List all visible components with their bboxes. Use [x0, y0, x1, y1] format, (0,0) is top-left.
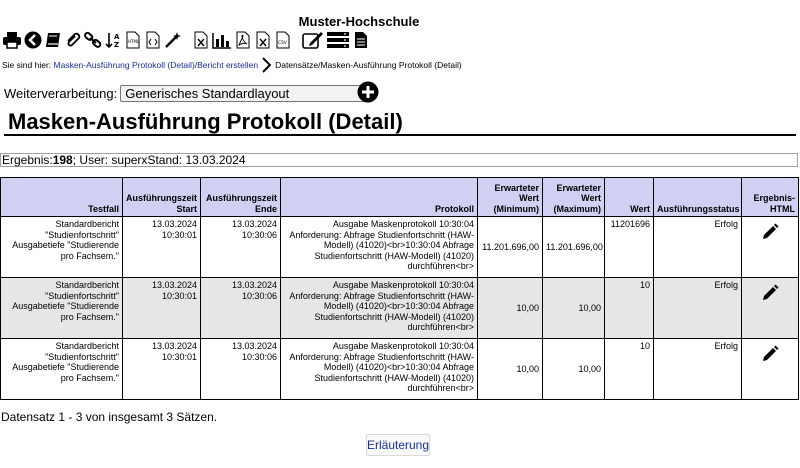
column-header[interactable]: Ausführungsstatus [654, 178, 742, 217]
chart-icon[interactable] [212, 30, 232, 50]
breadcrumb-link[interactable]: Masken-Ausführung Protokoll (Detail)/Bericht erstellen [53, 60, 259, 70]
wert-cell: 10 [605, 278, 654, 339]
end-time: 10:30:06 [241, 229, 277, 240]
pdf-icon[interactable] [234, 30, 252, 50]
breadcrumb-prefix: Sie sind hier: [2, 60, 52, 70]
record-count: Datensatz 1 - 3 von insgesamt 3 Sätzen. [1, 410, 218, 424]
layout-select[interactable] [120, 85, 372, 102]
column-header[interactable]: Wert [605, 178, 654, 217]
status-cell: Erfolg [654, 217, 742, 278]
pencil-icon[interactable] [761, 223, 779, 244]
column-header[interactable]: Ergebnis-HTML [742, 178, 799, 217]
protokoll-cell: Ausgabe Maskenprotokoll 10:30:04 Anforderung: Abfrage Studienfortschritt (HAW-Modell) (41020)<br>10:30:04 Abfrage Studienfortschritt (HAW-Modell) (41020) durchführen<br> [281, 278, 478, 339]
min-cell: 10,00 [478, 278, 543, 339]
institution-name: Muster-Hochschule [298, 14, 420, 29]
server-icon[interactable] [326, 30, 350, 50]
pencil-icon[interactable] [761, 345, 779, 366]
result-html-cell [742, 217, 799, 278]
back-icon[interactable] [24, 30, 42, 50]
add-circle-icon[interactable] [357, 81, 379, 103]
min-cell: 11.201.696,00 [478, 217, 543, 278]
xml-export-icon[interactable] [144, 30, 162, 50]
further-processing-label: Weiterverarbeitung: [4, 85, 118, 101]
start-time: 10:30:01 [161, 229, 197, 240]
result-summary [0, 153, 798, 167]
result-html-cell [742, 339, 799, 400]
csv-label: CSV [278, 41, 287, 46]
min-cell: 10,00 [478, 339, 543, 400]
end-time: 10:30:06 [241, 351, 277, 362]
status-cell: Erfolg [654, 339, 742, 400]
testfall-cell: Standardbericht "Studienfortschritt" Ausgabetiefe "Studierende pro Fachsem." [1, 278, 123, 339]
html-export-icon[interactable] [124, 30, 142, 50]
link-icon[interactable] [84, 30, 102, 50]
start-cell [123, 217, 201, 278]
result-user: ; User: superx [72, 153, 148, 167]
protokoll-cell: Ausgabe Maskenprotokoll 10:30:04 Anforderung: Abfrage Studienfortschritt (HAW-Modell) (41020)<br>10:30:04 Abfrage Studienfortschritt (HAW-Modell) (41020) durchführen<br> [281, 339, 478, 400]
result-count: 198 [52, 153, 73, 167]
wert-cell: 11201696 [605, 217, 654, 278]
start-cell [123, 339, 201, 400]
column-header[interactable]: Protokoll [281, 178, 478, 217]
table-row [1, 217, 799, 278]
end-cell [201, 339, 281, 400]
column-header[interactable]: Erwarteter Wert (Maximum) [543, 178, 605, 217]
start-date: 13.03.2024 [151, 280, 197, 290]
results-table [0, 177, 799, 400]
toolbar [2, 30, 370, 50]
result-stand: Stand: 13.03.2024 [147, 153, 246, 167]
end-date: 13.03.2024 [231, 341, 277, 351]
wert-cell: 10 [605, 339, 654, 400]
document-icon[interactable] [352, 30, 370, 50]
excel-icon[interactable] [192, 30, 210, 50]
svg-text:A: A [114, 33, 120, 41]
end-date: 13.03.2024 [231, 280, 277, 290]
breadcrumb-current: Datensätze/Masken-Ausführung Protokoll (Detail) [275, 60, 462, 70]
explanation-button[interactable]: Erläuterung [366, 434, 430, 456]
breadcrumb [2, 55, 462, 75]
start-time: 10:30:01 [161, 290, 197, 301]
table-row [1, 278, 799, 339]
svg-text:Z: Z [114, 41, 120, 49]
layout-select-value: Generisches Standardlayout [125, 85, 290, 101]
print-icon[interactable] [2, 30, 22, 50]
page-title: Masken-Ausführung Protokoll (Detail) [8, 109, 403, 134]
start-date: 13.03.2024 [151, 341, 197, 351]
html-label: HTML [128, 39, 140, 44]
start-cell [123, 278, 201, 339]
max-cell: 11.201.696,00 [543, 217, 605, 278]
edit-note-icon[interactable] [302, 30, 324, 50]
end-cell [201, 217, 281, 278]
csv-icon[interactable] [274, 30, 292, 50]
further-processing [4, 82, 372, 104]
result-label: Ergebnis: [2, 153, 53, 167]
end-date: 13.03.2024 [231, 219, 277, 229]
column-header[interactable]: Erwarteter Wert (Minimum) [478, 178, 543, 217]
pencil-icon[interactable] [761, 284, 779, 305]
column-header[interactable]: Testfall [1, 178, 123, 217]
paperclip-icon[interactable] [64, 30, 82, 50]
table-header-row [1, 178, 799, 217]
excel-export-icon[interactable] [254, 30, 272, 50]
wand-icon[interactable] [164, 30, 182, 50]
protokoll-cell: Ausgabe Maskenprotokoll 10:30:04 Anforderung: Abfrage Studienfortschritt (HAW-Modell) (41020)<br>10:30:04 Abfrage Studienfortschritt (HAW-Modell) (41020) durchführen<br> [281, 217, 478, 278]
end-time: 10:30:06 [241, 290, 277, 301]
title-rule [4, 134, 796, 136]
max-cell: 10,00 [543, 339, 605, 400]
start-date: 13.03.2024 [151, 219, 197, 229]
sort-az-icon[interactable] [104, 30, 122, 50]
result-html-cell [742, 278, 799, 339]
testfall-cell: Standardbericht "Studienfortschritt" Ausgabetiefe "Studierende pro Fachsem." [1, 339, 123, 400]
book-icon[interactable] [44, 30, 62, 50]
testfall-cell: Standardbericht "Studienfortschritt" Ausgabetiefe "Studierende pro Fachsem." [1, 217, 123, 278]
chevron-right-icon [262, 57, 271, 73]
column-header[interactable]: Ausführungszeit Start [123, 178, 201, 217]
status-cell: Erfolg [654, 278, 742, 339]
start-time: 10:30:01 [161, 351, 197, 362]
table-row [1, 339, 799, 400]
end-cell [201, 278, 281, 339]
column-header[interactable]: Ausführungszeit Ende [201, 178, 281, 217]
max-cell: 10,00 [543, 278, 605, 339]
